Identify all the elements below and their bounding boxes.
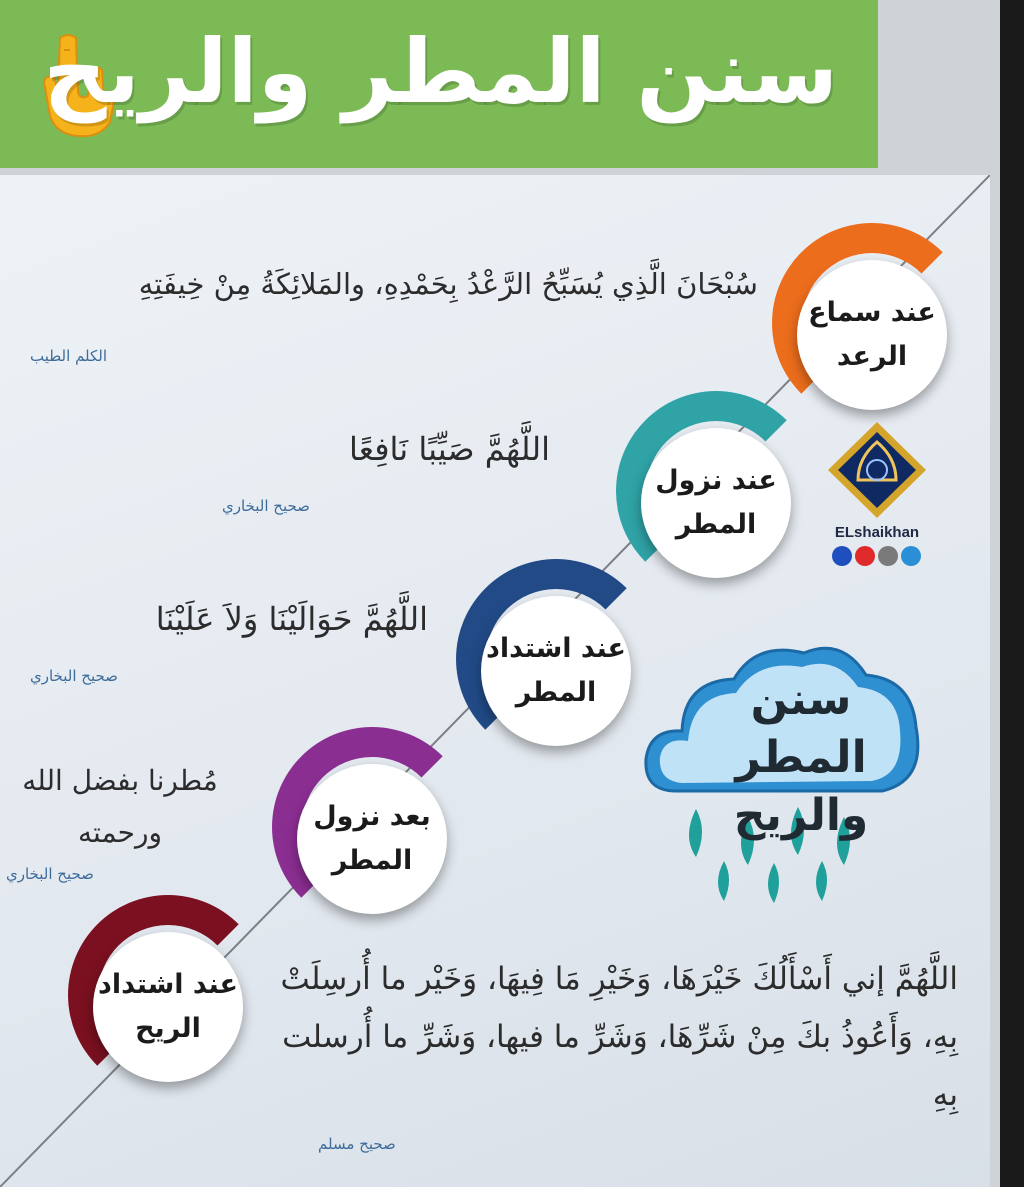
instagram-icon (878, 546, 898, 566)
source-after-rain: صحيح البخاري (6, 865, 94, 883)
station-after-rain-label: بعد نزول المطر (313, 801, 431, 876)
logo-name: ELshaikhan (834, 524, 920, 541)
social-icons (832, 546, 921, 566)
cloud-title: سنن المطر والريح (733, 674, 869, 841)
source-strong-wind: صحيح مسلم (318, 1135, 396, 1153)
telegram-icon (901, 546, 921, 566)
dua-thunder: سُبْحَانَ الَّذِي يُسَبِّحُ الرَّعْدُ بِحَمْدِهِ، والمَلائِكَةُ مِنْ خِيفَتِهِ (138, 267, 758, 301)
source-rain-fall: صحيح البخاري (222, 497, 310, 515)
dua-rain-fall: اللَّهُمَّ صَيِّبًا نَافِعًا (349, 430, 550, 468)
station-heavy-rain-label: عند اشتداد المطر (486, 633, 626, 708)
content-card (0, 175, 990, 1187)
station-strong-wind (93, 932, 243, 1082)
source-heavy-rain: صحيح البخاري (30, 667, 118, 685)
page-title: سنن المطر والريح (43, 20, 838, 123)
station-strong-wind-label: عند اشتداد الريح (98, 969, 238, 1044)
station-thunder-label: عند سماع الرعد (808, 297, 936, 372)
rain-cloud-icon (636, 631, 926, 921)
dua-heavy-rain: اللَّهُمَّ حَوَالَيْنَا وَلاَ عَلَيْنَا (155, 600, 428, 638)
facebook-icon (832, 546, 852, 566)
source-thunder: الكلم الطيب (30, 347, 108, 365)
station-after-rain (297, 764, 447, 914)
youtube-icon (855, 546, 875, 566)
dua-after-rain: مُطرنا بفضل الله ورحمته (22, 764, 218, 849)
mosque-emblem-icon (818, 418, 936, 522)
station-heavy-rain (481, 596, 631, 746)
title-banner (0, 0, 878, 168)
channel-logo (818, 418, 936, 568)
dua-strong-wind: اللَّهُمَّ إني أَسْأَلُكَ خَيْرَهَا، وَخَيْرِ مَا فِيهَا، وَخَيْر ما أُرسِلَتْ بِهِ، وَأَعُوذُ بكَ مِنْ شَرِّهَا، وَشَرِّ ما فيها، وَشَرِّ ما أُرسلت بِهِ (280, 961, 958, 1113)
station-rain-fall-label: عند نزول المطر (655, 465, 777, 540)
